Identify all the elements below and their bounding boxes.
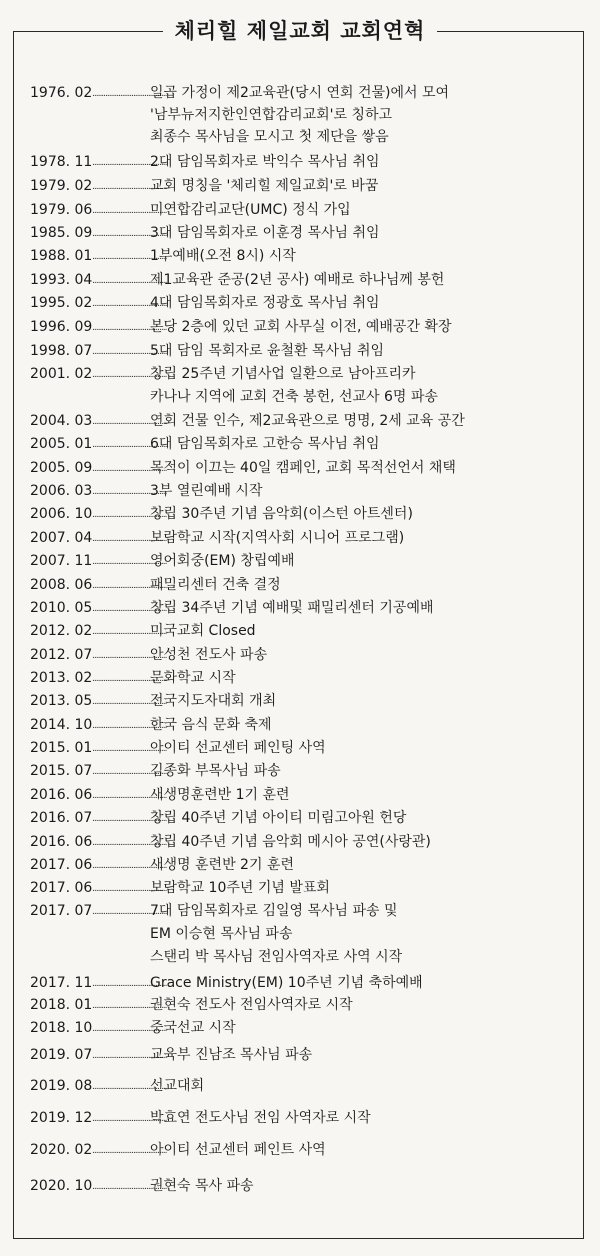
history-entry: [30, 805, 570, 828]
entry-text: 권현숙 전도사 전임사역자로 시작: [150, 997, 353, 1013]
entry-text: 4대 담임목회자로 정광호 목사님 취임: [150, 295, 380, 311]
entry-date: 2006. 03: [30, 483, 93, 499]
entry-text: 일곱 가정이 제2교육관(당시 연회 건물)에서 모여: [150, 85, 450, 101]
entry-text: 패밀리센터 건축 결정: [150, 577, 281, 593]
history-entry: [30, 290, 570, 313]
entry-text: 본당 2층에 있던 교회 사무실 이전, 예배공간 확장: [150, 319, 452, 335]
leader-dots: ........................................: [92, 1146, 167, 1156]
leader-dots: ........................................: [92, 791, 167, 801]
leader-dots: ........................................: [92, 907, 167, 917]
leader-dots: ........................................: [92, 464, 167, 474]
entry-date: 2001. 02: [30, 366, 93, 382]
entry-text: 안성천 전도사 파송: [150, 647, 268, 663]
leader-dots: ........................................: [92, 721, 167, 731]
entry-date: 1976. 02: [30, 85, 93, 101]
leader-dots: ........................................: [92, 979, 167, 989]
history-entry: [30, 455, 570, 478]
entry-text: 교회 명칭을 '체리힐 제일교회'로 바꿈: [150, 178, 379, 194]
leader-dots: ........................................: [92, 767, 167, 777]
entry-date: 2016. 07: [30, 810, 93, 826]
history-entry: [30, 1137, 570, 1160]
entry-continuation: 카나나 지역에 교회 건축 봉헌, 선교사 6명 파송: [150, 389, 438, 405]
history-entry: [30, 548, 570, 571]
entry-date: 2019. 08: [30, 1078, 93, 1094]
leader-dots: ........................................: [92, 697, 167, 707]
leader-dots: ........................................: [92, 89, 167, 99]
entry-continuation: '남부뉴저지한인연합감리교회'로 칭하고: [150, 107, 393, 123]
leader-dots: ........................................: [92, 1114, 167, 1124]
history-entry: [30, 782, 570, 805]
entry-text: 선교대회: [150, 1078, 205, 1094]
entry-text: 한국 음식 문화 축제: [150, 717, 272, 733]
history-entry: [30, 665, 570, 688]
leader-dots: ........................................: [92, 1051, 167, 1061]
entry-date: 2016. 06: [30, 787, 93, 803]
history-entry: [30, 992, 570, 1015]
entry-date: 2019. 07: [30, 1047, 93, 1063]
history-entry: [30, 173, 570, 196]
leader-dots: ........................................: [92, 581, 167, 591]
history-entry: [30, 149, 570, 172]
history-entry: [30, 478, 570, 501]
leader-dots: ........................................: [92, 1024, 167, 1034]
entry-date: 2017. 07: [30, 903, 93, 919]
history-entry: [30, 618, 570, 641]
entry-date: 2018. 10: [30, 1020, 93, 1036]
entry-text: 제1교육관 준공(2년 공사) 예배로 하나님께 봉헌: [150, 272, 445, 288]
leader-dots: ........................................: [92, 627, 167, 637]
entry-date: 2013. 05: [30, 693, 93, 709]
history-entry: [30, 501, 570, 524]
entry-date: 1996. 09: [30, 319, 93, 335]
history-entry: [30, 408, 570, 431]
entry-date: 2005. 09: [30, 460, 93, 476]
entry-date: 2015. 01: [30, 740, 93, 756]
entry-date: 2013. 02: [30, 670, 93, 686]
entry-date: 1979. 06: [30, 202, 93, 218]
entry-text: 보람학교 10주년 기념 발표회: [150, 880, 330, 896]
entry-date: 2017. 06: [30, 880, 93, 896]
entry-date: 1978. 11: [30, 154, 93, 170]
entry-text: 문화학교 시작: [150, 670, 236, 686]
entry-text: Grace Ministry(EM) 10주년 기념 축하예배: [150, 975, 423, 991]
entry-date: 1993. 04: [30, 272, 93, 288]
history-entry: [30, 431, 570, 454]
history-entry: [30, 525, 570, 548]
entry-text: 아이티 선교센터 페인팅 사역: [150, 740, 326, 756]
entry-date: 2020. 10: [30, 1178, 93, 1194]
entry-text: 창립 30주년 기념 음악회(이스턴 아트센터): [150, 506, 413, 522]
entry-text: 전국지도자대회 개최: [150, 693, 277, 709]
entry-text: 7대 담임목회자로 김일영 목사님 파송 및: [150, 903, 398, 919]
title-bar: [0, 13, 600, 49]
leader-dots: ........................................: [92, 1082, 167, 1092]
history-entry: [30, 220, 570, 243]
leader-dots: ........................................: [92, 884, 167, 894]
entry-date: 2008. 06: [30, 577, 93, 593]
entry-text: 3부 열린예배 시작: [150, 483, 263, 499]
leader-dots: ........................................: [92, 370, 167, 380]
leader-dots: ........................................: [92, 510, 167, 520]
entry-date: 2012. 07: [30, 647, 93, 663]
history-entry: [30, 758, 570, 781]
history-entry: [30, 829, 570, 852]
history-entry: [30, 572, 570, 595]
entry-date: 2017. 11: [30, 975, 93, 991]
leader-dots: ........................................: [92, 252, 167, 262]
leader-dots: ........................................: [92, 674, 167, 684]
history-entry: [30, 338, 570, 361]
history-entry: [30, 712, 570, 735]
history-entry: [30, 970, 570, 993]
entry-text: 2대 담임목회자로 박익수 목사님 취임: [150, 154, 380, 170]
entry-date: 1979. 02: [30, 178, 93, 194]
history-entry: [30, 314, 570, 337]
history-entry: [30, 735, 570, 758]
entry-date: 2016. 06: [30, 834, 93, 850]
leader-dots: ........................................: [92, 206, 167, 216]
entry-text: 권현숙 목사 파송: [150, 1178, 254, 1194]
leader-dots: ........................................: [92, 838, 167, 848]
leader-dots: ........................................: [92, 299, 167, 309]
entry-text: 5대 담임 목회자로 윤철환 목사님 취임: [150, 343, 385, 359]
history-entry: [30, 1015, 570, 1038]
entry-date: 2010. 05: [30, 600, 93, 616]
entry-text: 6대 담임목회자로 고한승 목사님 취임: [150, 436, 380, 452]
history-entry: [30, 80, 570, 103]
leader-dots: ........................................: [92, 440, 167, 450]
entry-text: 창립 34주년 기념 예배및 패밀리센터 기공예배: [150, 600, 434, 616]
leader-dots: ........................................: [92, 323, 167, 333]
leader-dots: ........................................: [92, 604, 167, 614]
entry-text: 박효연 전도사님 전임 사역자로 시작: [150, 1110, 371, 1126]
leader-dots: ........................................: [92, 182, 167, 192]
entry-text: 창립 40주년 기념 아이티 미림고아원 헌당: [150, 810, 407, 826]
entry-text: 새생명훈련반 1기 훈련: [150, 787, 290, 803]
entry-date: 2005. 01: [30, 436, 93, 452]
leader-dots: ........................................: [92, 417, 167, 427]
entry-date: 1998. 07: [30, 343, 93, 359]
history-entry: [30, 642, 570, 665]
leader-dots: ........................................: [92, 1182, 167, 1192]
entry-text: 3대 담임목회자로 이훈경 목사님 취임: [150, 225, 380, 241]
entry-text: 새생명 훈련반 2기 훈련: [150, 857, 294, 873]
history-entry: [30, 1105, 570, 1128]
history-entry: [30, 243, 570, 266]
entry-text: 보람학교 시작(지역사회 시니어 프로그램): [150, 530, 405, 546]
entry-date: 2019. 12: [30, 1110, 93, 1126]
history-entry: [30, 1073, 570, 1096]
history-entry: [30, 898, 570, 921]
history-entry: [30, 267, 570, 290]
entry-date: 2017. 06: [30, 857, 93, 873]
entry-date: 2007. 11: [30, 553, 93, 569]
leader-dots: ........................................: [92, 814, 167, 824]
leader-dots: ........................................: [92, 557, 167, 567]
history-entry: [30, 875, 570, 898]
entry-date: 2012. 02: [30, 623, 93, 639]
entry-text: 교육부 진남조 목사님 파송: [150, 1047, 313, 1063]
entry-text: 1부예배(오전 8시) 시작: [150, 248, 296, 264]
history-entry: [30, 688, 570, 711]
entry-text: 미연합감리교단(UMC) 정식 가입: [150, 202, 351, 218]
history-entry: [30, 1042, 570, 1065]
entry-date: 1985. 09: [30, 225, 93, 241]
page-title: 체리힐 제일교회 교회연혁: [163, 13, 438, 49]
entry-continuation: 스탠리 박 목사님 전임사역자로 사역 시작: [150, 949, 403, 965]
entry-text: 영어회중(EM) 창립예배: [150, 553, 295, 569]
entry-text: 연회 건물 인수, 제2교육관으로 명명, 2세 교육 공간: [150, 413, 465, 429]
history-entry: [30, 197, 570, 220]
history-entry: [30, 361, 570, 384]
entry-text: 창립 25주년 기념사업 일환으로 남아프리카: [150, 366, 416, 382]
entry-date: 2014. 10: [30, 717, 93, 733]
history-entry: [30, 595, 570, 618]
entry-text: 목적이 이끄는 40일 캠페인, 교회 목적선언서 채택: [150, 460, 456, 476]
leader-dots: ........................................: [92, 487, 167, 497]
entry-date: 2020. 02: [30, 1142, 93, 1158]
history-entry: [30, 1173, 570, 1196]
entry-date: 2018. 01: [30, 997, 93, 1013]
entry-text: 창립 40주년 기념 음악회 메시아 공연(사랑관): [150, 834, 431, 850]
leader-dots: ........................................: [92, 744, 167, 754]
entry-date: 1995. 02: [30, 295, 93, 311]
leader-dots: ........................................: [92, 651, 167, 661]
leader-dots: ........................................: [92, 276, 167, 286]
leader-dots: ........................................: [92, 158, 167, 168]
entry-text: 아이티 선교센터 페인트 사역: [150, 1142, 326, 1158]
history-entry: [30, 852, 570, 875]
entry-date: 1988. 01: [30, 248, 93, 264]
entry-continuation: EM 이승현 목사님 파송: [150, 926, 293, 942]
entry-text: 미국교회 Closed: [150, 623, 256, 639]
entry-date: 2004. 03: [30, 413, 93, 429]
leader-dots: ........................................: [92, 1001, 167, 1011]
entry-text: 김종화 부목사님 파송: [150, 763, 281, 779]
leader-dots: ........................................: [92, 229, 167, 239]
entry-date: 2007. 04: [30, 530, 93, 546]
leader-dots: ........................................: [92, 347, 167, 357]
leader-dots: ........................................: [92, 534, 167, 544]
entry-continuation: 최종수 목사님을 모시고 첫 제단을 쌓음: [150, 129, 389, 145]
entry-date: 2006. 10: [30, 506, 93, 522]
entry-date: 2015. 07: [30, 763, 93, 779]
leader-dots: ........................................: [92, 861, 167, 871]
entry-text: 중국선교 시작: [150, 1020, 236, 1036]
